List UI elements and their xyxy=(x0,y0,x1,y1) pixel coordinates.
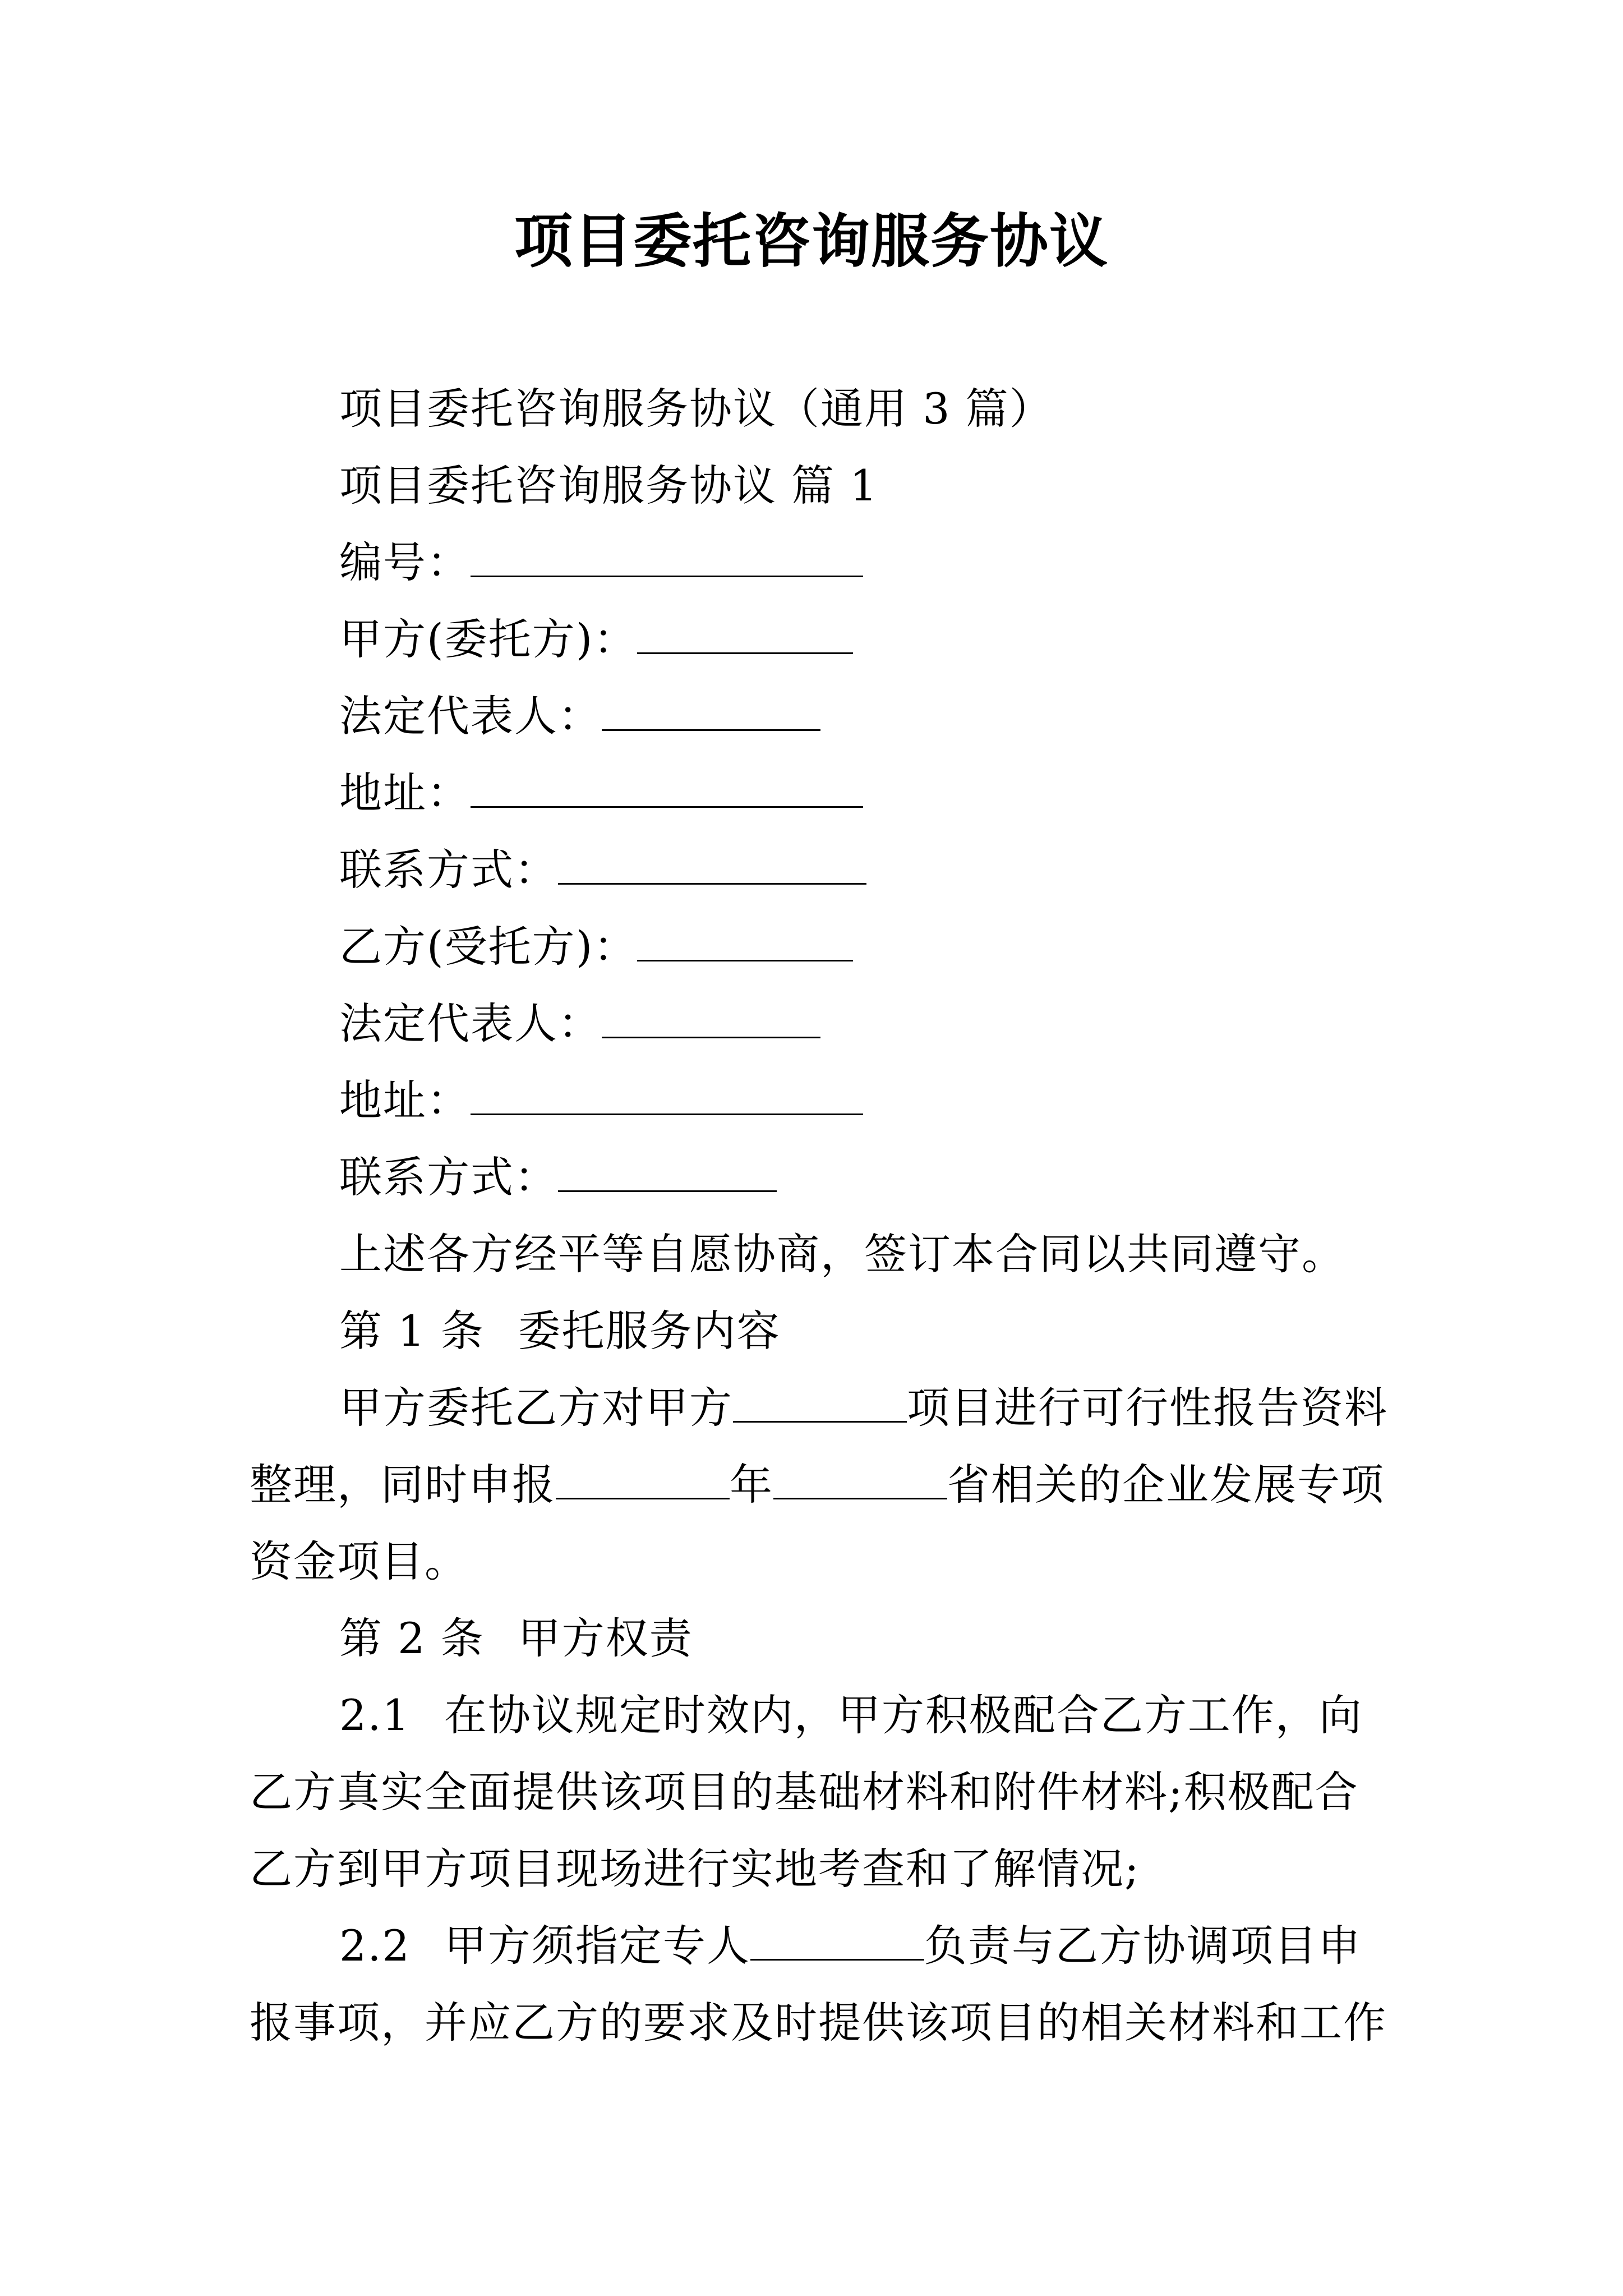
blank-line xyxy=(556,1462,730,1499)
article1-line: 资金项目。 xyxy=(250,1536,468,1586)
field-party-a xyxy=(250,601,1388,678)
text-run: 整理，同时申报 xyxy=(250,1460,556,1510)
article-number: 第 2 条 xyxy=(339,1613,485,1663)
clause-line: 乙方到甲方项目现场进行实地考查和了解情况; xyxy=(250,1844,1140,1894)
text-run: 年 xyxy=(730,1460,773,1510)
document-body xyxy=(250,370,1388,2061)
field-label: 法定代表人： xyxy=(339,999,602,1048)
part-heading: 项目委托咨询服务协议 篇 1 xyxy=(339,461,878,510)
blank-line xyxy=(733,1385,907,1423)
field-party-b-rep xyxy=(250,985,1388,1062)
document-title: 项目委托咨询服务协议 xyxy=(514,206,1109,275)
subtitle: 项目委托咨询服务协议（通用 3 篇） xyxy=(339,384,1053,434)
clause-line xyxy=(250,1677,1388,1754)
field-label: 联系方式： xyxy=(339,845,558,895)
text-run: 在协议规定时效内，甲方积极配合乙方工作，向 xyxy=(444,1690,1363,1740)
blank-line xyxy=(471,770,863,808)
field-party-b xyxy=(250,908,1388,985)
clause-line: 乙方真实全面提供该项目的基础材料和附件材料;积极配合 xyxy=(250,1767,1359,1817)
text-run: 负责与乙方协调项目申 xyxy=(924,1921,1362,1971)
field-number xyxy=(250,524,1388,601)
blank-line xyxy=(558,1154,777,1192)
text-run: 甲方须指定专人 xyxy=(444,1921,750,1971)
field-party-a-address xyxy=(250,754,1388,831)
field-label: 乙方(受托方)： xyxy=(339,922,638,972)
field-label: 联系方式： xyxy=(339,1152,558,1202)
field-label: 地址： xyxy=(339,768,471,818)
blank-line xyxy=(602,693,820,731)
field-label: 甲方(委托方)： xyxy=(339,614,638,664)
article-title: 委托服务内容 xyxy=(518,1306,781,1356)
field-label: 地址： xyxy=(339,1075,471,1125)
article-title: 甲方权责 xyxy=(518,1613,693,1663)
text-run: 项目进行可行性报告资料 xyxy=(907,1383,1388,1433)
blank-line xyxy=(558,847,866,885)
blank-line xyxy=(637,616,853,654)
article1-line xyxy=(250,1369,1388,1446)
field-label: 法定代表人： xyxy=(339,691,602,741)
blank-line xyxy=(471,1078,863,1115)
text-run: 省相关的企业发展专项 xyxy=(947,1460,1385,1510)
field-party-b-address xyxy=(250,1062,1388,1139)
clause-line xyxy=(250,1907,1388,1984)
article2-heading xyxy=(250,1600,1388,1677)
intro-paragraph: 上述各方经平等自愿协商，签订本合同以共同遵守。 xyxy=(339,1229,1345,1279)
clause-line: 报事项，并应乙方的要求及时提供该项目的相关材料和工作 xyxy=(250,1998,1387,2047)
blank-line xyxy=(750,1923,924,1961)
article-number: 第 1 条 xyxy=(339,1306,485,1356)
field-label: 编号： xyxy=(339,537,471,587)
blank-line xyxy=(637,924,853,961)
blank-line xyxy=(471,540,863,577)
article1-heading xyxy=(250,1292,1388,1369)
clause-number: 2.2 xyxy=(339,1921,411,1971)
blank-line xyxy=(773,1462,947,1499)
field-party-a-contact xyxy=(250,831,1388,908)
field-party-b-contact xyxy=(250,1139,1388,1216)
text-run: 甲方委托乙方对甲方 xyxy=(339,1383,733,1433)
field-party-a-rep xyxy=(250,678,1388,754)
blank-line xyxy=(602,1001,820,1038)
clause-number: 2.1 xyxy=(339,1690,411,1740)
article1-line xyxy=(250,1446,1388,1523)
